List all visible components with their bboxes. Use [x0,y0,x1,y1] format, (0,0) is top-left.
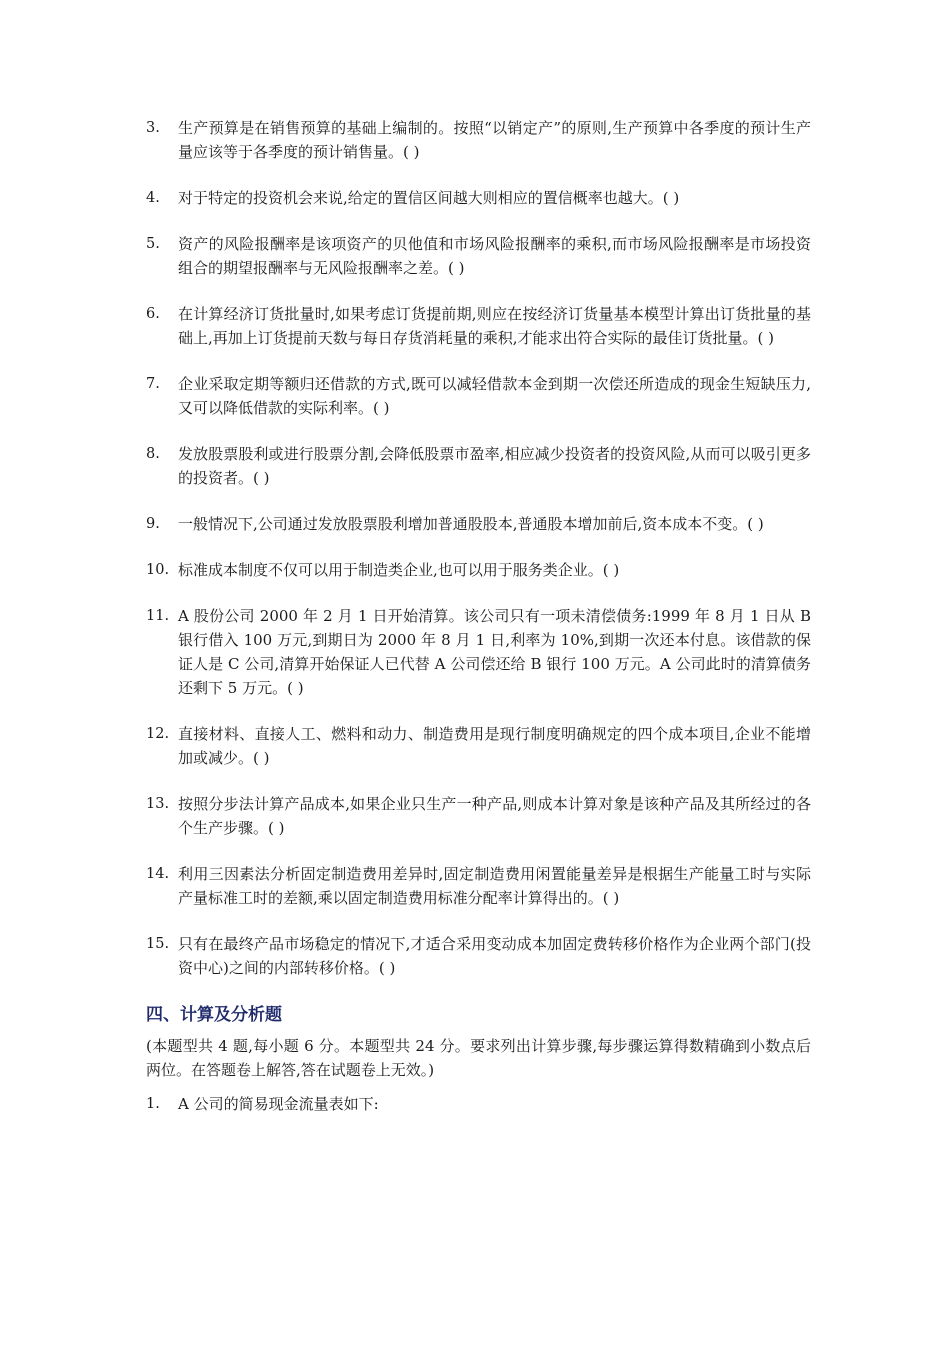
question-text: 发放股票股利或进行股票分割,会降低股票市盈率,相应减少投资者的投资风险,从而可以吸引更多的投资者。( ) [178,445,811,487]
question-text: 企业采取定期等额归还借款的方式,既可以减轻借款本金到期一次偿还所造成的现金生短缺压力,又可以降低借款的实际利率。( ) [178,375,811,417]
question-number: 6. [146,306,160,322]
question-number: 15. [146,936,170,952]
section-instructions: (本题型共 4 题,每小题 6 分。本题型共 24 分。要求列出计算步骤,每步骤运算得数精确到小数点后两位。在答题卷上解答,答在试题卷上无效。) [146,1037,811,1079]
question-text: 一般情况下,公司通过发放股票股利增加普通股股本,普通股本增加前后,资本成本不变。( ) [178,515,764,533]
question-number: 3. [146,120,160,136]
question-number: 10. [146,562,170,578]
question-item [146,116,811,164]
question-item [146,558,811,582]
question-item [146,862,811,910]
question-item [146,372,811,420]
question-text: 只有在最终产品市场稳定的情况下,才适合采用变动成本加固定费转移价格作为企业两个部门(投资中心)之间的内部转移价格。( ) [178,935,811,977]
question-item [146,442,811,490]
question-item [146,232,811,280]
question-item [146,512,811,536]
question-item [146,302,811,350]
question-number: 11. [146,608,170,624]
question-text: 利用三因素法分析固定制造费用差异时,固定制造费用闲置能量差异是根据生产能量工时与实际产量标准工时的差额,乘以固定制造费用标准分配率计算得出的。( ) [178,865,811,907]
page-content [146,116,811,1116]
question-number: 5. [146,236,160,252]
question-text: 在计算经济订货批量时,如果考虑订货提前期,则应在按经济订货量基本模型计算出订货批量的基础上,再加上订货提前天数与每日存货消耗量的乘积,才能求出符合实际的最佳订货批量。( ) [178,305,811,347]
question-number: 14. [146,866,170,882]
sub-question-text: A 公司的简易现金流量表如下: [178,1095,379,1113]
question-item [146,722,811,770]
sub-question-number: 1. [146,1096,160,1112]
question-text: 资产的风险报酬率是该项资产的贝他值和市场风险报酬率的乘积,而市场风险报酬率是市场投资组合的期望报酬率与无风险报酬率之差。( ) [178,235,811,277]
question-number: 13. [146,796,170,812]
question-number: 9. [146,516,160,532]
question-item [146,604,811,700]
question-item [146,792,811,840]
question-text: 按照分步法计算产品成本,如果企业只生产一种产品,则成本计算对象是该种产品及其所经过的各个生产步骤。( ) [178,795,811,837]
question-text: 对于特定的投资机会来说,给定的置信区间越大则相应的置信概率也越大。( ) [178,189,680,207]
section-title: 四、计算及分析题 [146,1005,282,1025]
sub-question-item [146,1092,811,1116]
question-text: 生产预算是在销售预算的基础上编制的。按照“以销定产”的原则,生产预算中各季度的预计生产量应该等于各季度的预计销售量。( ) [178,119,811,161]
question-number: 8. [146,446,160,462]
question-item [146,186,811,210]
question-list [146,116,811,980]
question-number: 12. [146,726,170,742]
question-text: 直接材料、直接人工、燃料和动力、制造费用是现行制度明确规定的四个成本项目,企业不能增加或减少。( ) [178,725,811,767]
question-text: 标准成本制度不仅可以用于制造类企业,也可以用于服务类企业。( ) [178,561,620,579]
question-number: 7. [146,376,160,392]
question-number: 4. [146,190,160,206]
question-text: A 股份公司 2000 年 2 月 1 日开始清算。该公司只有一项未清偿债务:1999 年 8 月 1 日从 B 银行借入 100 万元,到期日为 2000 年 8 月 1 日,利率为 10%,到期一次还本付息。该借款的保证人是 C 公司,清算开始保证人已代替 A 公司偿还给 B 银行 100 万元。A 公司此时的清算债务还剩下 5 万元。( ) [178,607,811,697]
question-item [146,932,811,980]
